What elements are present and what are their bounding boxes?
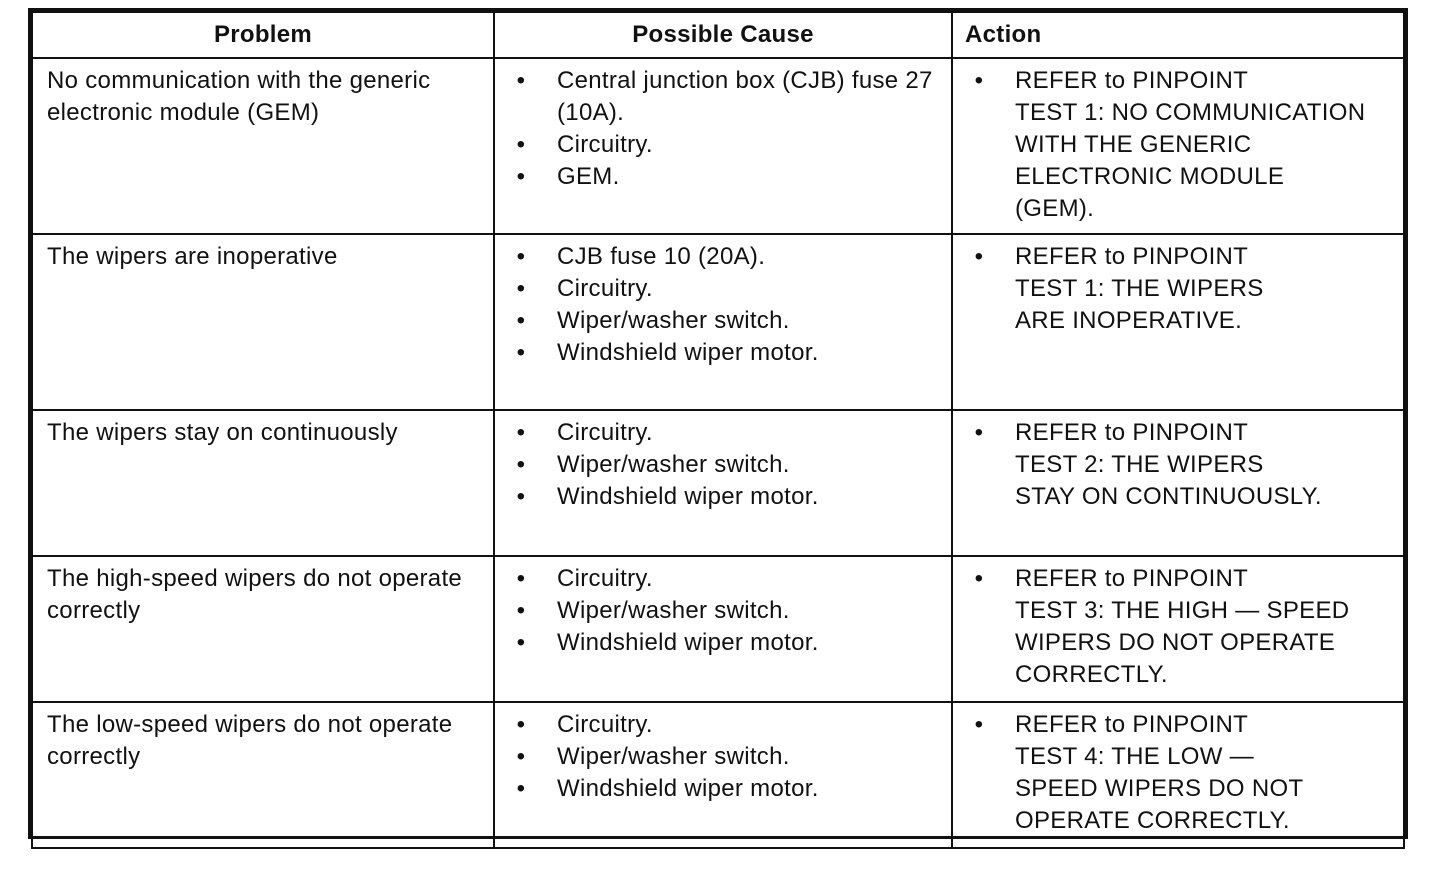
action-list: [967, 417, 1391, 513]
cause-list: [509, 563, 939, 659]
bullet-icon: •: [516, 565, 526, 592]
cause-list-item: [509, 627, 939, 659]
cause-text: Central junction box (CJB) fuse 27 (10A).: [557, 67, 933, 126]
action-list-item: [967, 563, 1391, 691]
table-row: [32, 234, 1404, 410]
cause-text: Circuitry.: [557, 419, 653, 446]
cause-text: CJB fuse 10 (20A).: [557, 243, 766, 270]
diagnostic-table: [31, 11, 1405, 849]
cause-list-item: [509, 449, 939, 481]
bullet-icon: •: [516, 775, 526, 802]
action-text: REFER to PINPOINT TEST 1: THE WIPERS ARE INOPERATIVE.: [1015, 243, 1264, 334]
table-row: [32, 702, 1404, 848]
cause-list-item: [509, 481, 939, 513]
problem-cell: No communication with the generic electronic module (GEM): [32, 58, 494, 234]
action-text: REFER to PINPOINT TEST 4: THE LOW — SPEED WIPERS DO NOT OPERATE CORRECTLY.: [1015, 711, 1304, 834]
cause-text: Circuitry.: [557, 711, 653, 738]
bullet-icon: •: [516, 67, 526, 94]
bullet-icon: •: [516, 339, 526, 366]
table-row: [32, 58, 1404, 234]
bullet-icon: •: [974, 67, 984, 94]
header-row: [32, 12, 1404, 58]
cause-list-item: [509, 337, 939, 369]
header-action: Action: [952, 12, 1404, 58]
action-text: REFER to PINPOINT TEST 1: NO COMMUNICATION WITH THE GENERIC ELECTRONIC MODULE (GEM).: [1015, 67, 1366, 222]
header-possible-cause: Possible Cause: [494, 12, 952, 58]
cause-list-item: [509, 65, 939, 129]
cause-list: [509, 241, 939, 369]
bullet-icon: •: [516, 163, 526, 190]
cause-text: Windshield wiper motor.: [557, 339, 819, 366]
problem-cell: The wipers stay on continuously: [32, 410, 494, 556]
bullet-icon: •: [974, 711, 984, 738]
possible-cause-cell: [494, 58, 952, 234]
bullet-icon: •: [516, 243, 526, 270]
action-cell: [952, 410, 1404, 556]
cause-list-item: [509, 305, 939, 337]
possible-cause-cell: [494, 410, 952, 556]
cause-text: Windshield wiper motor.: [557, 629, 819, 656]
cause-text: Wiper/washer switch.: [557, 597, 790, 624]
cause-text: Circuitry.: [557, 565, 653, 592]
bullet-icon: •: [974, 565, 984, 592]
header-problem: Problem: [32, 12, 494, 58]
table-row: [32, 556, 1404, 702]
action-cell: [952, 702, 1404, 848]
cause-text: Wiper/washer switch.: [557, 307, 790, 334]
bullet-icon: •: [516, 483, 526, 510]
cause-text: Wiper/washer switch.: [557, 743, 790, 770]
cause-list: [509, 709, 939, 805]
cause-list-item: [509, 741, 939, 773]
problem-cell: The high-speed wipers do not operate correctly: [32, 556, 494, 702]
problem-cell: The low-speed wipers do not operate correctly: [32, 702, 494, 848]
possible-cause-cell: [494, 556, 952, 702]
bullet-icon: •: [516, 711, 526, 738]
bullet-icon: •: [516, 743, 526, 770]
bullet-icon: •: [516, 307, 526, 334]
cause-list-item: [509, 595, 939, 627]
cause-list-item: [509, 773, 939, 805]
cause-list-item: [509, 129, 939, 161]
cause-text: Wiper/washer switch.: [557, 451, 790, 478]
bullet-icon: •: [516, 597, 526, 624]
cause-list-item: [509, 273, 939, 305]
cause-list: [509, 417, 939, 513]
action-cell: [952, 234, 1404, 410]
bullet-icon: •: [974, 243, 984, 270]
action-list-item: [967, 65, 1391, 225]
action-text: REFER to PINPOINT TEST 3: THE HIGH — SPEED WIPERS DO NOT OPERATE CORRECTLY.: [1015, 565, 1350, 688]
action-text: REFER to PINPOINT TEST 2: THE WIPERS STAY ON CONTINUOUSLY.: [1015, 419, 1322, 510]
cause-list-item: [509, 417, 939, 449]
diagnostic-table-frame: [28, 8, 1408, 839]
possible-cause-cell: [494, 702, 952, 848]
action-list: [967, 563, 1391, 691]
table-body: [32, 58, 1404, 848]
cause-text: Circuitry.: [557, 275, 653, 302]
problem-cell: The wipers are inoperative: [32, 234, 494, 410]
cause-list-item: [509, 241, 939, 273]
table-row: [32, 410, 1404, 556]
cause-text: Windshield wiper motor.: [557, 483, 819, 510]
cause-list-item: [509, 563, 939, 595]
action-list-item: [967, 417, 1391, 513]
action-list-item: [967, 241, 1391, 337]
bullet-icon: •: [516, 131, 526, 158]
bullet-icon: •: [516, 275, 526, 302]
bullet-icon: •: [516, 419, 526, 446]
bullet-icon: •: [516, 451, 526, 478]
action-list: [967, 65, 1391, 225]
bullet-icon: •: [974, 419, 984, 446]
bullet-icon: •: [516, 629, 526, 656]
action-list: [967, 241, 1391, 337]
cause-list: [509, 65, 939, 193]
cause-text: GEM.: [557, 163, 620, 190]
action-cell: [952, 58, 1404, 234]
cause-text: Circuitry.: [557, 131, 653, 158]
action-cell: [952, 556, 1404, 702]
cause-list-item: [509, 161, 939, 193]
action-list: [967, 709, 1391, 837]
cause-text: Windshield wiper motor.: [557, 775, 819, 802]
cause-list-item: [509, 709, 939, 741]
action-list-item: [967, 709, 1391, 837]
possible-cause-cell: [494, 234, 952, 410]
